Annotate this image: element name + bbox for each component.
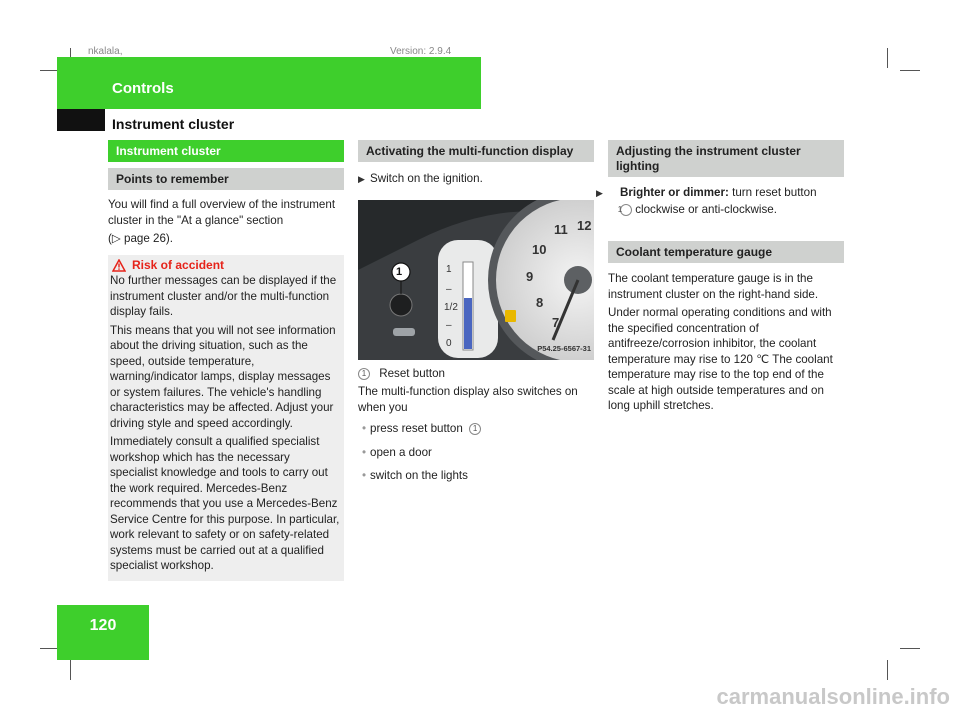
fuel-gauge-label: 1/2 xyxy=(444,301,458,313)
bullet-icon: • xyxy=(361,445,367,459)
arrow-icon: ▶ xyxy=(596,188,603,198)
callout-number: 1 xyxy=(396,265,403,278)
fuel-gauge-label: – xyxy=(446,283,452,295)
crop-mark xyxy=(900,648,920,649)
warning-paragraph: This means that you will not see information about the driving situation, such as the speed, outside temperature, warning/indicator lamps, display messages or system failures. The vehicle's handling characteristics may be affected. Adjust your driving style and speed accordingly. xyxy=(110,323,336,430)
fuel-gauge-label: 0 xyxy=(446,337,452,349)
chapter-tab xyxy=(57,109,105,131)
list-item-text: switch on the lights xyxy=(370,469,468,482)
warning-paragraph: No further messages can be displayed if the instrument cluster and/or the multi-function display fails. xyxy=(110,274,337,318)
list-item-text: press reset button xyxy=(370,422,463,435)
section-bar: Adjusting the instrument cluster lighting xyxy=(608,140,844,177)
clock-numeral: 10 xyxy=(532,241,547,257)
clock-numeral: 9 xyxy=(526,268,534,284)
clock-numeral: 8 xyxy=(536,294,544,310)
image-caption xyxy=(358,366,594,382)
section-bar: Instrument cluster xyxy=(108,140,344,162)
callout-marker: 1 xyxy=(620,204,632,216)
crop-mark xyxy=(887,48,888,68)
arrow-icon: ▶ xyxy=(358,174,365,184)
list-item xyxy=(358,421,594,437)
page-number: 120 xyxy=(89,617,117,634)
clock-numeral: 12 xyxy=(577,217,592,233)
warning-triangle-icon xyxy=(112,259,126,272)
column-right xyxy=(596,140,844,417)
column-middle xyxy=(358,140,594,487)
crop-mark xyxy=(900,70,920,71)
step-text: Switch on the ignition. xyxy=(370,172,483,185)
meta-author: nkalala, xyxy=(88,46,123,57)
warning-box xyxy=(108,255,344,581)
instrument-cluster-photo xyxy=(358,200,594,360)
body-text: The coolant temperature gauge is in the instrument cluster on the right-hand side. xyxy=(608,272,819,301)
section-bar: Activating the multi-function display xyxy=(358,140,594,162)
crop-mark xyxy=(887,660,888,680)
column-left xyxy=(108,140,344,581)
fuel-gauge-label: – xyxy=(446,319,452,331)
callout-marker: 1 xyxy=(358,368,370,380)
image-code: P54.25-6567-31 xyxy=(537,344,591,353)
warning-heading xyxy=(110,258,340,274)
callout-marker: 1 xyxy=(469,423,481,435)
intro-text: You will find a full overview of the instrument cluster in the "At a glance" section xyxy=(108,198,336,227)
step-label: Brighter or dimmer: xyxy=(620,186,729,199)
warning-paragraph: Immediately consult a qualified specialist workshop which has the necessary specialist knowledge and tools to carry out the work required. Mercedes-Benz recommends that you use a Mercedes-Benz Service Centre for this purpose. In particular, work relevant to safety or on safety-related systems must be carried out at a qualified specialist workshop. xyxy=(110,435,340,572)
watermark-url: carmanualsonline.info xyxy=(716,684,950,709)
bullet-icon: • xyxy=(361,422,367,435)
fuel-gauge-label: 1 xyxy=(446,263,452,275)
list-item xyxy=(358,468,594,484)
warning-title: Risk of accident xyxy=(132,257,225,272)
meta-version: Version: 2.9.4 xyxy=(390,46,452,57)
list-item xyxy=(358,445,594,461)
step-text: clockwise or anti-clockwise. xyxy=(635,202,777,216)
body-text: Under normal operating conditions and with the specified concentration of antifreeze/corrosion inhibitor, the coolant temperature may rise to 120 ℃ The coolant temperature may rise to the top end of the scale at high outside temperatures and on long uphill stretches. xyxy=(608,306,833,412)
instruction-step xyxy=(358,171,594,188)
crop-mark xyxy=(70,660,71,680)
caption-text: Reset button xyxy=(379,366,445,380)
instruction-step xyxy=(596,185,844,217)
clock-numeral: 11 xyxy=(554,221,568,237)
page-reference: (▷ page 26). xyxy=(108,232,173,245)
section-label: Controls xyxy=(112,80,174,97)
body-text: The multi-function display also switches on when you xyxy=(358,385,578,414)
step-text: turn reset button xyxy=(732,186,817,199)
list-item-text: open a door xyxy=(370,445,432,459)
bullet-icon: • xyxy=(361,469,367,482)
clock-numeral: 7 xyxy=(552,314,560,330)
subsection-bar: Points to remember xyxy=(108,168,344,190)
page-title: Instrument cluster xyxy=(112,116,235,132)
section-bar: Coolant temperature gauge xyxy=(608,241,844,263)
